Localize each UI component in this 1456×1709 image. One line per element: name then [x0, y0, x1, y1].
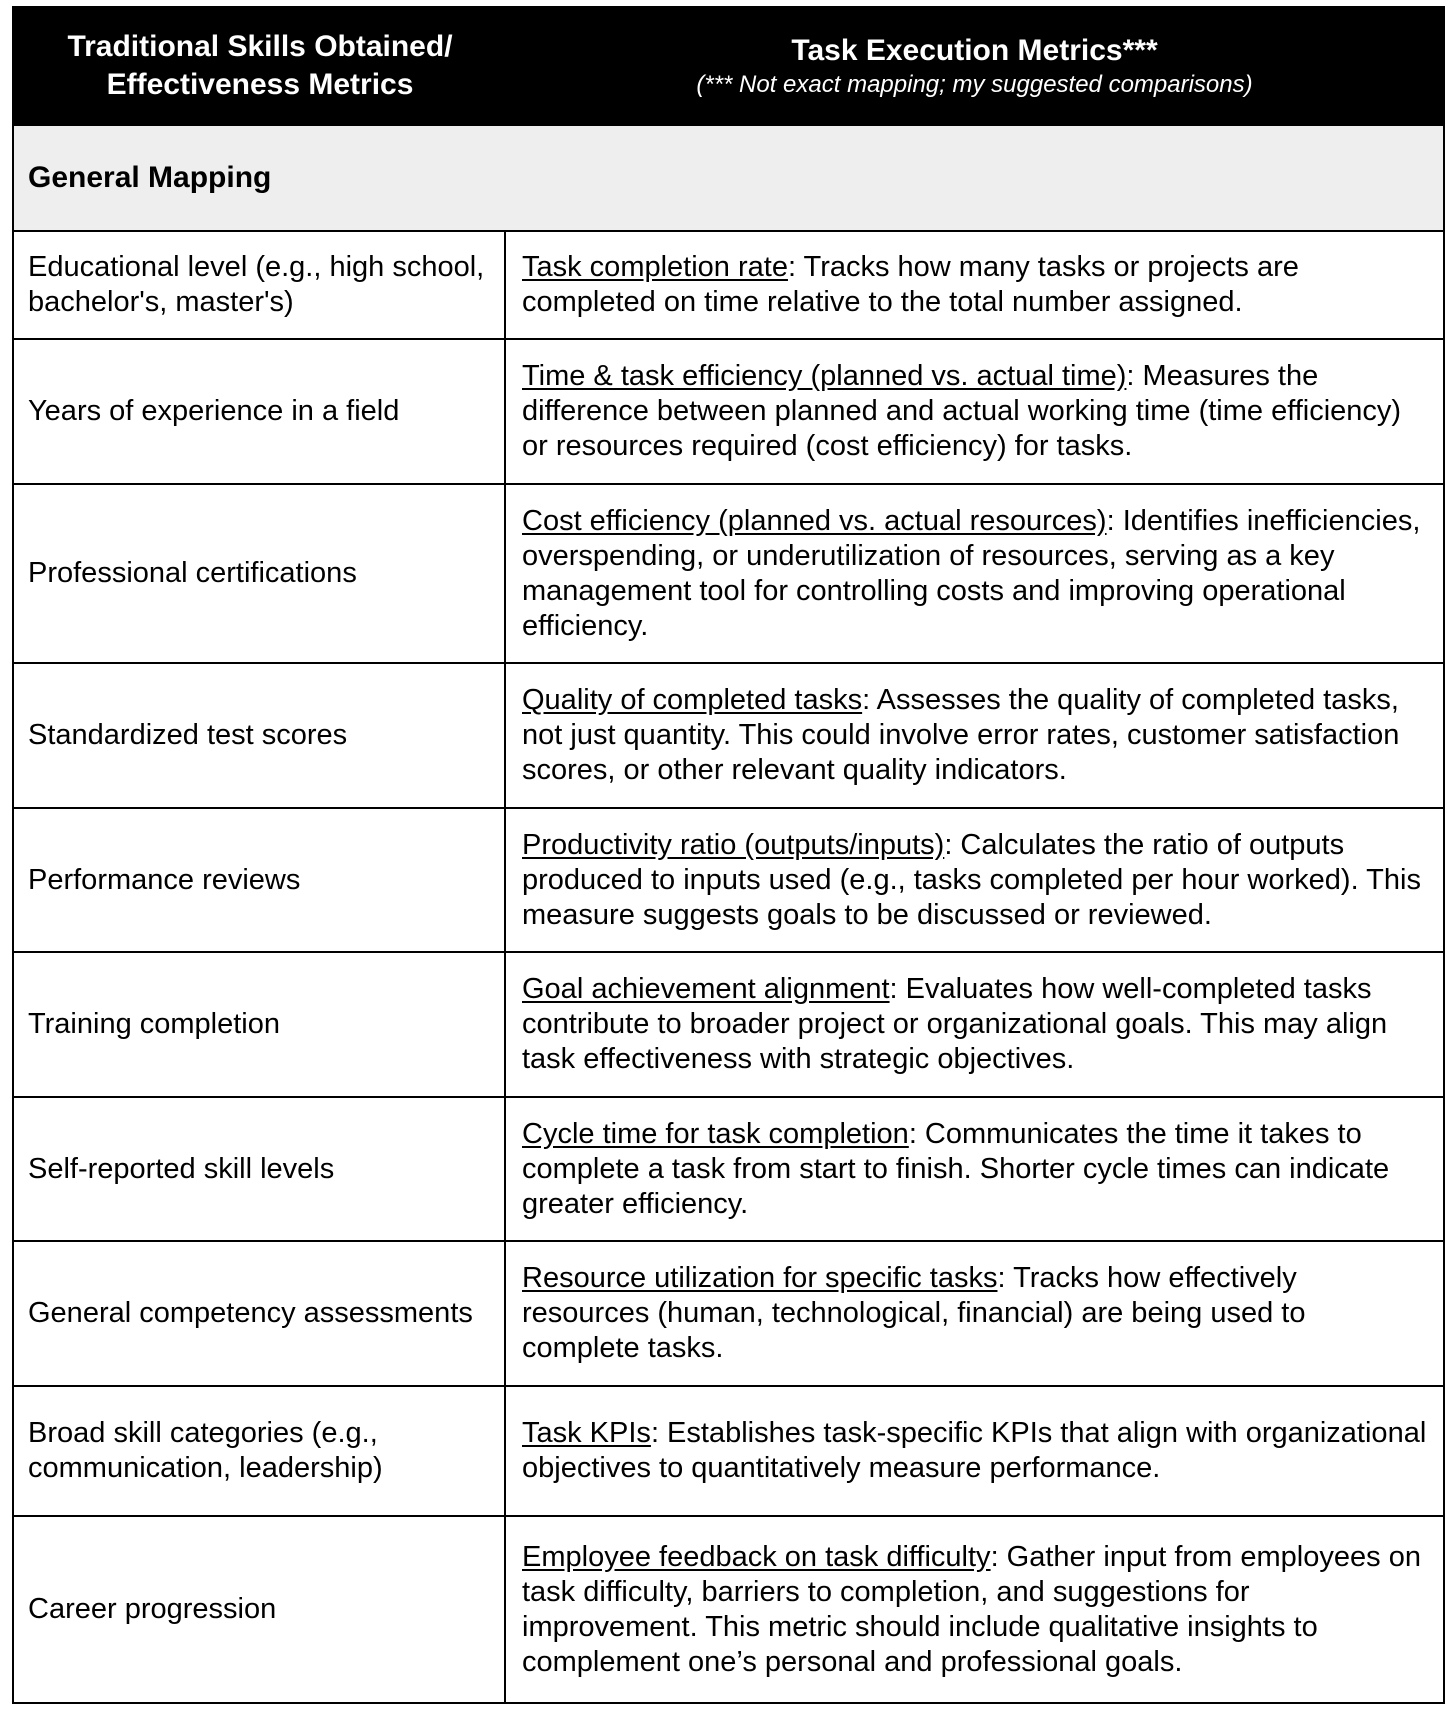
metric-cell [506, 1387, 1443, 1515]
table-row [14, 1098, 1443, 1242]
metric-cell [506, 1517, 1443, 1702]
metric-term: Quality of completed tasks [522, 684, 863, 716]
skill-cell: Self-reported skill levels [14, 1098, 506, 1240]
table-row [14, 664, 1443, 809]
mapping-table [12, 6, 1445, 1704]
skill-cell: Professional certifications [14, 485, 506, 662]
skill-cell: General competency assessments [14, 1242, 506, 1385]
metric-description: : Tracks how effectively resources (human, technological, financial) are being used to complete tasks. [522, 1262, 1306, 1364]
table-header [14, 8, 1443, 124]
metric-cell [506, 232, 1443, 338]
metric-term: Resource utilization for specific tasks [522, 1262, 998, 1294]
metric-description: : Tracks how many tasks or projects are completed on time relative to the total number assigned. [522, 251, 1299, 318]
metric-cell [506, 953, 1443, 1096]
metric-description: : Communicates the time it takes to complete a task from start to finish. Shorter cycle times can indicate greater efficiency. [522, 1117, 1390, 1220]
table-row [14, 1517, 1443, 1702]
metric-term: Task KPIs [522, 1417, 651, 1449]
skill-cell: Career progression [14, 1517, 506, 1702]
table-row [14, 809, 1443, 953]
table-row [14, 953, 1443, 1098]
section-general-mapping: General Mapping [14, 124, 1443, 232]
table-row [14, 485, 1443, 664]
skill-cell: Broad skill categories (e.g., communication, leadership) [14, 1387, 506, 1515]
table-row [14, 1387, 1443, 1517]
metric-cell [506, 809, 1443, 951]
header-col1-title: Traditional Skills Obtained/ Effectiveness Metrics [67, 30, 453, 101]
metric-description: : Gather input from employees on task difficulty, barriers to completion, and suggestions for improvement. This metric should include qualitative insights to complement one’s personal and professional goals. [522, 1540, 1421, 1678]
metric-cell [506, 664, 1443, 807]
table-row [14, 232, 1443, 340]
metric-description: : Calculates the ratio of outputs produced to inputs used (e.g., tasks completed per hour worked). This measure suggests goals to be discussed or reviewed. [522, 828, 1421, 931]
metric-description: : Identifies inefficiencies, overspending, or underutilization of resources, serving as a key management tool for controlling costs and improving operational efficiency. [522, 504, 1421, 642]
metric-term: Productivity ratio (outputs/inputs) [522, 828, 945, 861]
header-col2-title: Task Execution Metrics*** [791, 34, 1158, 67]
skill-cell: Performance reviews [14, 809, 506, 951]
table-row [14, 1242, 1443, 1387]
skill-cell: Standardized test scores [14, 664, 506, 807]
metric-description: : Measures the difference between planned and actual working time (time efficiency) or resources required (cost efficiency) for tasks. [522, 360, 1402, 462]
skill-cell: Training completion [14, 953, 506, 1096]
metric-cell [506, 1242, 1443, 1385]
header-col2-subtitle: (*** Not exact mapping; my suggested comparisons) [696, 71, 1253, 98]
metric-term: Employee feedback on task difficulty [522, 1540, 991, 1573]
metric-cell [506, 485, 1443, 662]
metric-cell [506, 340, 1443, 483]
metric-term: Task completion rate [522, 251, 788, 283]
metric-description: : Establishes task-specific KPIs that align with organizational objectives to quantitatively measure performance. [522, 1417, 1427, 1484]
metric-term: Cycle time for task completion [522, 1117, 909, 1150]
metric-description: : Assesses the quality of completed tasks, not just quantity. This could involve error rates, customer satisfaction scores, or other relevant quality indicators. [522, 684, 1400, 786]
metric-cell [506, 1098, 1443, 1240]
metric-term: Goal achievement alignment [522, 973, 890, 1005]
metric-term: Cost efficiency (planned vs. actual resources) [522, 504, 1107, 537]
header-col2 [506, 8, 1443, 124]
skill-cell: Educational level (e.g., high school, bachelor's, master's) [14, 232, 506, 338]
skill-cell: Years of experience in a field [14, 340, 506, 483]
table-row [14, 340, 1443, 485]
metric-description: : Evaluates how well-completed tasks contribute to broader project or organizational goals. This may align task effectiveness with strategic objectives. [522, 973, 1388, 1075]
metric-term: Time & task efficiency (planned vs. actual time) [522, 360, 1127, 392]
